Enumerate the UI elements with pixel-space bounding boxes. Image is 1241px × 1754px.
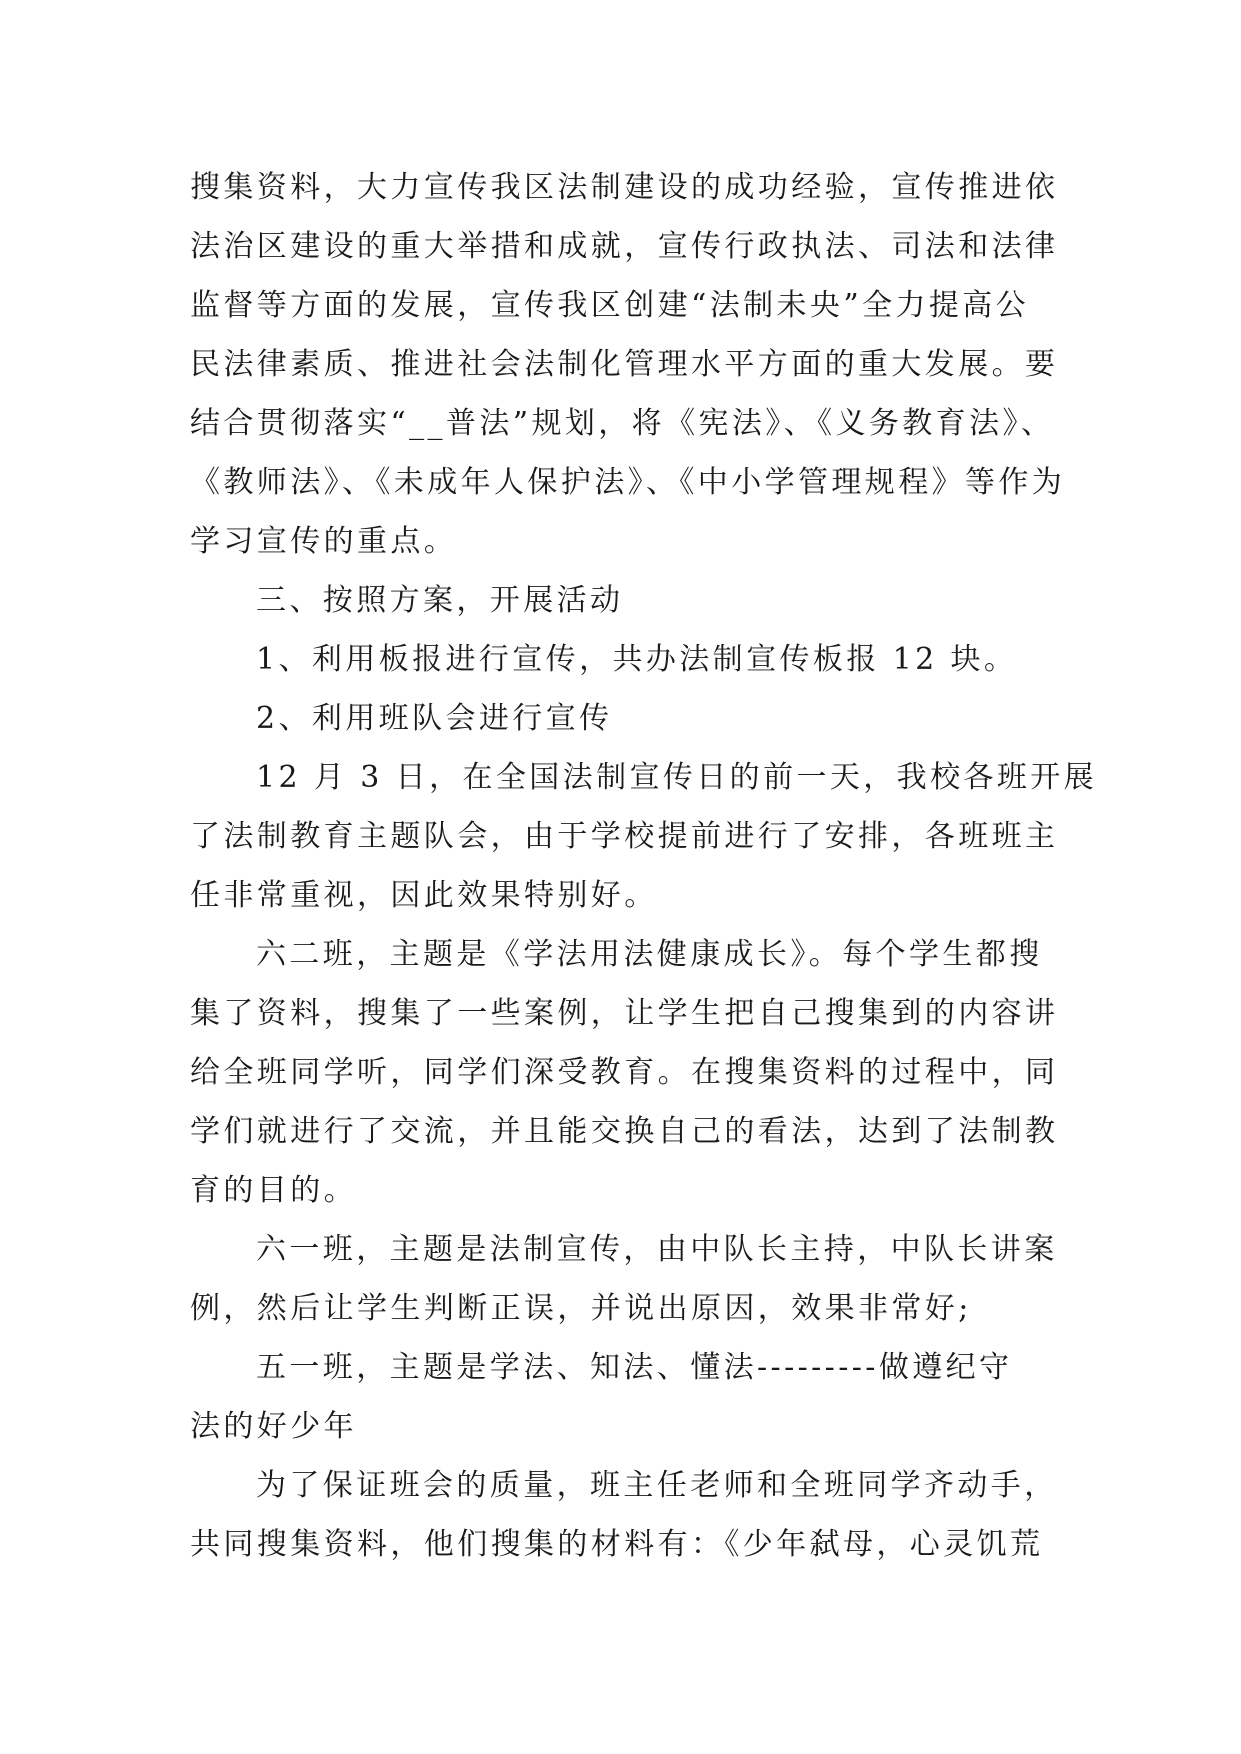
paragraph-start: 为了保证班会的质量，班主任老师和全班同学齐动手， [256, 1468, 1058, 1503]
list-item: 1、利用板报进行宣传，共办法制宣传板报 12 块。 [256, 642, 1018, 677]
document-body [190, 158, 1098, 1574]
text-line: 给全班同学听，同学们深受教育。在搜集资料的过程中，同 [190, 1055, 1059, 1090]
text-line: 搜集资料，大力宣传我区法制建设的成功经验，宣传推进依 [190, 170, 1059, 205]
text-line: 共同搜集资料，他们搜集的材料有：《少年弑母，心灵饥荒 [190, 1527, 1044, 1562]
paragraph-start: 六一班，主题是法制宣传，由中队长主持，中队长讲案 [256, 1232, 1058, 1267]
paragraph-start: 五一班，主题是学法、知法、懂法---------做遵纪守 [256, 1350, 1013, 1385]
text-line: 育的目的。 [190, 1173, 357, 1208]
list-item: 2、利用班队会进行宣传 [256, 701, 613, 736]
text-line: 民法律素质、推进社会法制化管理水平方面的重大发展。要 [190, 347, 1059, 382]
text-line: 结合贯彻落实“__普法”规划，将《宪法》、《义务教育法》、 [190, 406, 1055, 441]
text-line: 了法制教育主题队会，由于学校提前进行了安排，各班班主 [190, 819, 1059, 854]
paragraph-start: 12 月 3 日，在全国法制宣传日的前一天，我校各班开展 [256, 760, 1098, 795]
text-line: 学习宣传的重点。 [190, 524, 458, 559]
paragraph-start: 六二班，主题是《学法用法健康成长》。每个学生都搜 [256, 937, 1043, 972]
text-line: 例，然后让学生判断正误，并说出原因，效果非常好; [190, 1291, 972, 1326]
text-line: 集了资料，搜集了一些案例，让学生把自己搜集到的内容讲 [190, 996, 1059, 1031]
text-line: 《教师法》、《未成年人保护法》、《中小学管理规程》等作为 [190, 465, 1066, 500]
text-line: 法治区建设的重大举措和成就，宣传行政执法、司法和法律 [190, 229, 1059, 264]
text-line: 法的好少年 [190, 1409, 357, 1444]
text-line: 学们就进行了交流，并且能交换自己的看法，达到了法制教 [190, 1114, 1059, 1149]
text-line: 任非常重视，因此效果特别好。 [190, 878, 658, 913]
text-line: 监督等方面的发展，宣传我区创建“法制未央”全力提高公 [190, 288, 1030, 323]
section-heading: 三、按照方案，开展活动 [256, 583, 624, 618]
